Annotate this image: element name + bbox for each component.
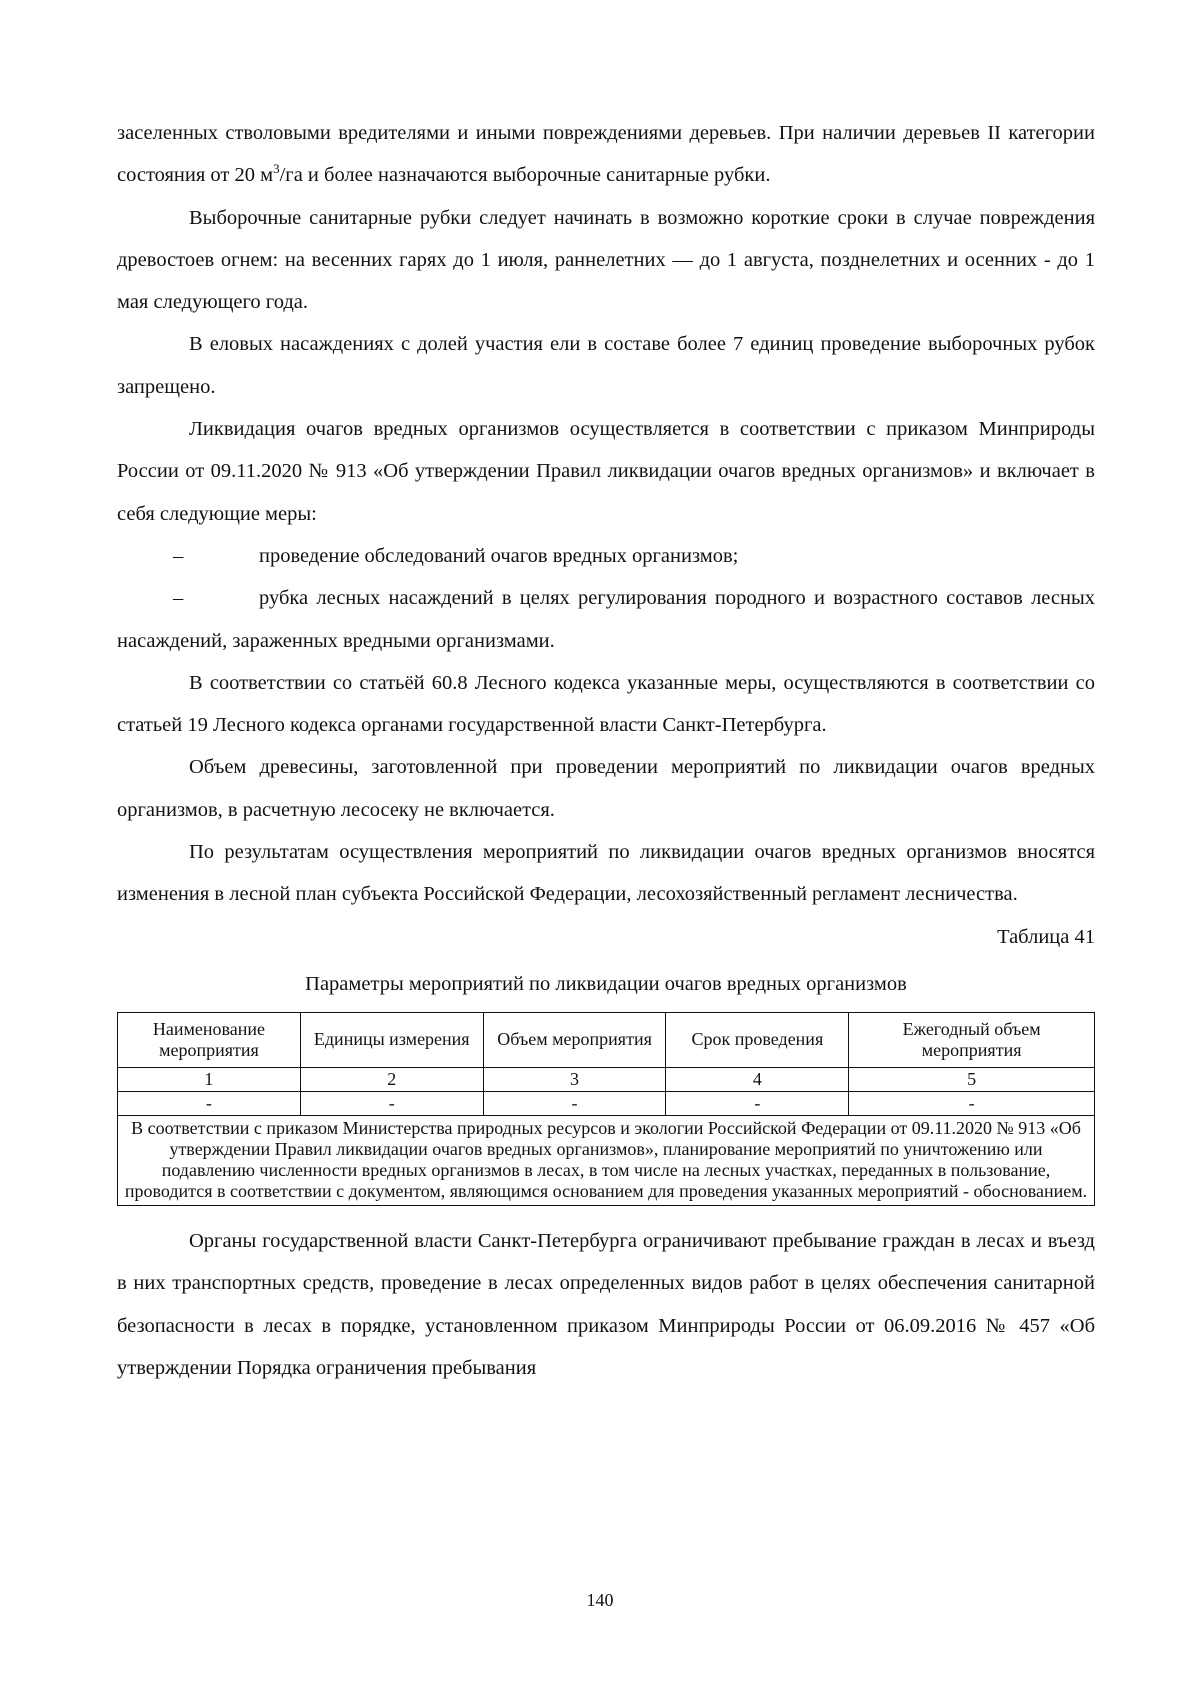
bullet-text: рубка лесных насаждений в целях регулирования породного и возрастного составов лесных насаждений, зараженных вредными организмами.	[117, 587, 1095, 652]
table-row	[118, 1091, 1095, 1115]
table-label: Таблица 41	[997, 925, 1095, 948]
header-cell: Объем мероприятия	[483, 1012, 666, 1067]
bullet-item-1	[117, 535, 1095, 577]
paragraph-2: Выборочные санитарные рубки следует начинать в возможно короткие сроки в случае повреждения древостоев огнем: на весенних гарях до 1 июля, раннелетних — до 1 августа, позднелетних и осенних - до 1 мая следующего года.	[117, 206, 1095, 314]
table-note: В соответствии с приказом Министерства природных ресурсов и экологии Российской Федерации от 09.11.2020 № 913 «Об утверждении Правил ликвидации очагов вредных организмов», планирование мероприятий по уничтожению или подавлению численности вредных организмов в лесах, в том числе на лесных участках, переданных в пользование, проводится в соответствии с документом, являющимся основанием для проведения указанных мероприятий - обоснованием.	[118, 1115, 1095, 1205]
header-cell: Срок проведения	[666, 1012, 849, 1067]
table-cell: -	[849, 1091, 1095, 1115]
table-header-row	[118, 1012, 1095, 1067]
header-cell: Единицы измерения	[300, 1012, 483, 1067]
page-number: 140	[586, 1590, 614, 1610]
number-cell: 3	[483, 1067, 666, 1091]
paragraph-1-part-a: заселенных стволовыми вредителями и иными повреждениями деревьев. При наличии деревьев II категории состояния от 20 м	[117, 122, 1095, 187]
document-page	[117, 112, 1095, 1389]
table-cell: -	[118, 1091, 301, 1115]
bullet-item-2	[117, 577, 1095, 662]
header-cell: Ежегодный объем мероприятия	[849, 1012, 1095, 1067]
table-note-row	[118, 1115, 1095, 1205]
paragraph-8: Органы государственной власти Санкт-Петербурга ограничивают пребывание граждан в лесах и въезд в них транспортных средств, проведение в лесах определенных видов работ в целях обеспечения санитарной безопасности в лесах в порядке, установленном приказом Минприроды России от 06.09.2016 № 457 «Об утверждении Порядка ограничения пребывания	[117, 1229, 1095, 1379]
paragraph-7: По результатам осуществления мероприятий по ликвидации очагов вредных организмов вносятся изменения в лесной план субъекта Российской Федерации, лесохозяйственный регламент лесничества.	[117, 841, 1095, 906]
table-cell: -	[483, 1091, 666, 1115]
superscript: 3	[273, 161, 280, 177]
table-cell: -	[300, 1091, 483, 1115]
table-caption: Параметры мероприятий по ликвидации очагов вредных организмов	[305, 972, 907, 995]
paragraph-6: Объем древесины, заготовленной при проведении мероприятий по ликвидации очагов вредных организмов, в расчетную лесосеку не включается.	[117, 756, 1095, 821]
table-cell: -	[666, 1091, 849, 1115]
parameters-table	[117, 1012, 1095, 1206]
paragraph-1	[117, 112, 1095, 197]
paragraph-5: В соответствии со статьёй 60.8 Лесного кодекса указанные меры, осуществляются в соответствии со статьей 19 Лесного кодекса органами государственной власти Санкт-Петербурга.	[117, 671, 1095, 737]
number-cell: 4	[666, 1067, 849, 1091]
paragraph-1-part-b: /га и более назначаются выборочные санитарные рубки.	[279, 164, 771, 187]
bullet-text: проведение обследований очагов вредных организмов;	[259, 544, 739, 567]
number-cell: 5	[849, 1067, 1095, 1091]
paragraph-3: В еловых насаждениях с долей участия ели в составе более 7 единиц проведение выборочных рубок запрещено.	[117, 333, 1095, 398]
header-cell: Наименование мероприятия	[118, 1012, 301, 1067]
table-number-row	[118, 1067, 1095, 1091]
paragraph-4: Ликвидация очагов вредных организмов осуществляется в соответствии с приказом Минприроды России от 09.11.2020 № 913 «Об утверждении Правил ликвидации очагов вредных организмов» и включает в себя следующие меры:	[117, 418, 1095, 525]
bullet-dash: –	[173, 587, 184, 610]
bullet-dash: –	[173, 544, 184, 567]
number-cell: 2	[300, 1067, 483, 1091]
number-cell: 1	[118, 1067, 301, 1091]
